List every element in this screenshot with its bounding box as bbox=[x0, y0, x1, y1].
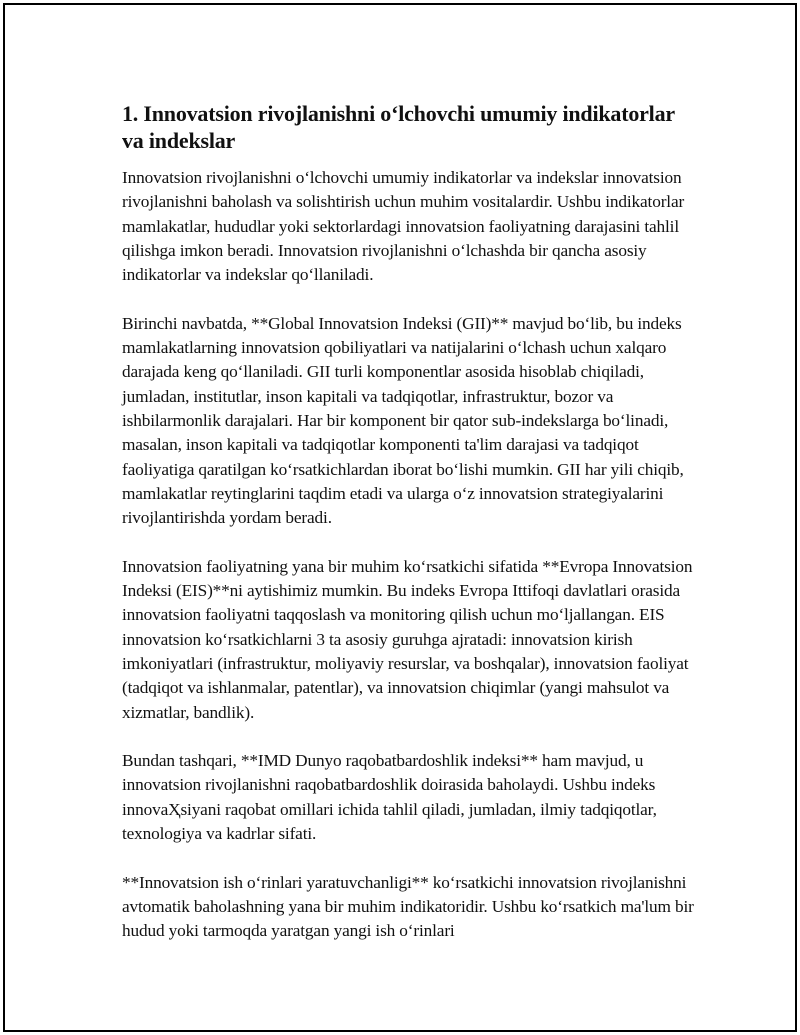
section-heading: 1. Innovatsion rivojlanishni o‘lchovchi umumiy indikatorlar va indekslar bbox=[122, 101, 675, 153]
paragraph-gii: Birinchi navbatda, **Global Innovatsion Indeksi (GII)** mavjud bo‘lib, bu indeks mamlakatlarning innovatsion qobiliyatlari va natijalarini o‘lchash uchun xalqaro darajada keng qo‘llaniladi. GII turli komponentlar asosida hisoblab chiqiladi, jumladan, institutlar, inson kapitali va tadqiqotlar, infrastruktur, bozor va ishbilarmonlik darajalari. Har bir komponent bir qator sub-indekslarga bo‘linadi, masalan, inson kapitali va tadqiqotlar komponenti ta'lim darajasi va tadqiqot faoliyatiga qaratilgan ko‘rsatkichlardan iborat bo‘lishi mumkin. GII har yili chiqib, mamlakatlar reytinglarini taqdim etadi va ularga o‘z innovatsion strategiyalarini rivojlantirishda yordam beradi. bbox=[122, 313, 684, 528]
document-body bbox=[122, 100, 697, 968]
paragraph-intro: Innovatsion rivojlanishni o‘lchovchi umumiy indikatorlar va indekslar innovatsion rivojlanishni baholash va solishtirish uchun muhim vositalardir. Ushbu indikatorlar mamlakatlar, hududlar yoki sektorlardagi innovatsion faoliyatning darajasini tahlil qilishga imkon beradi. Innovatsion rivojlanishni o‘lchashda bir qancha asosiy indikatorlar va indekslar qo‘llaniladi. bbox=[122, 168, 685, 285]
page-frame bbox=[3, 3, 797, 1032]
paragraph-eis: Innovatsion faoliyatning yana bir muhim ko‘rsatkichi sifatida **Evropa Innovatsion Indeksi (EIS)**ni aytishimiz mumkin. Bu indeks Evropa Ittifoqi davlatlari orasida innovatsion faoliyatni taqqoslash va monitoring qilish uchun mo‘ljallangan. EIS innovatsion ko‘rsatkichlarni 3 ta asosiy guruhga ajratadi: innovatsion kirish imkoniyatlari (infrastruktur, moliyaviy resurslar, va boshqalar), innovatsion faoliyat (tadqiqot va ishlanmalar, patentlar), va innovatsion chiqimlar (yangi mahsulot va xizmatlar, bandlik). bbox=[122, 556, 693, 722]
paragraph-jobs: **Innovatsion ish o‘rinlari yaratuvchanligi** ko‘rsatkichi innovatsion rivojlanishni avtomatik baholashning yana bir muhim indikatoridir. Ushbu ko‘rsatkich ma'lum bir hudud yoki tarmoqda yaratgan yangi ish o‘rinlari bbox=[122, 872, 694, 941]
paragraph-imd: Bundan tashqari, **IMD Dunyo raqobatbardoshlik indeksi** ham mavjud, u innovatsion rivojlanishni raqobatbardoshlik doirasida baholaydi. Ushbu indeks innovaҲsiyani raqobat omillari ichida tahlil qiladi, jumladan, ilmiy tadqiqotlar, texnologiya va kadrlar sifati. bbox=[122, 751, 657, 844]
